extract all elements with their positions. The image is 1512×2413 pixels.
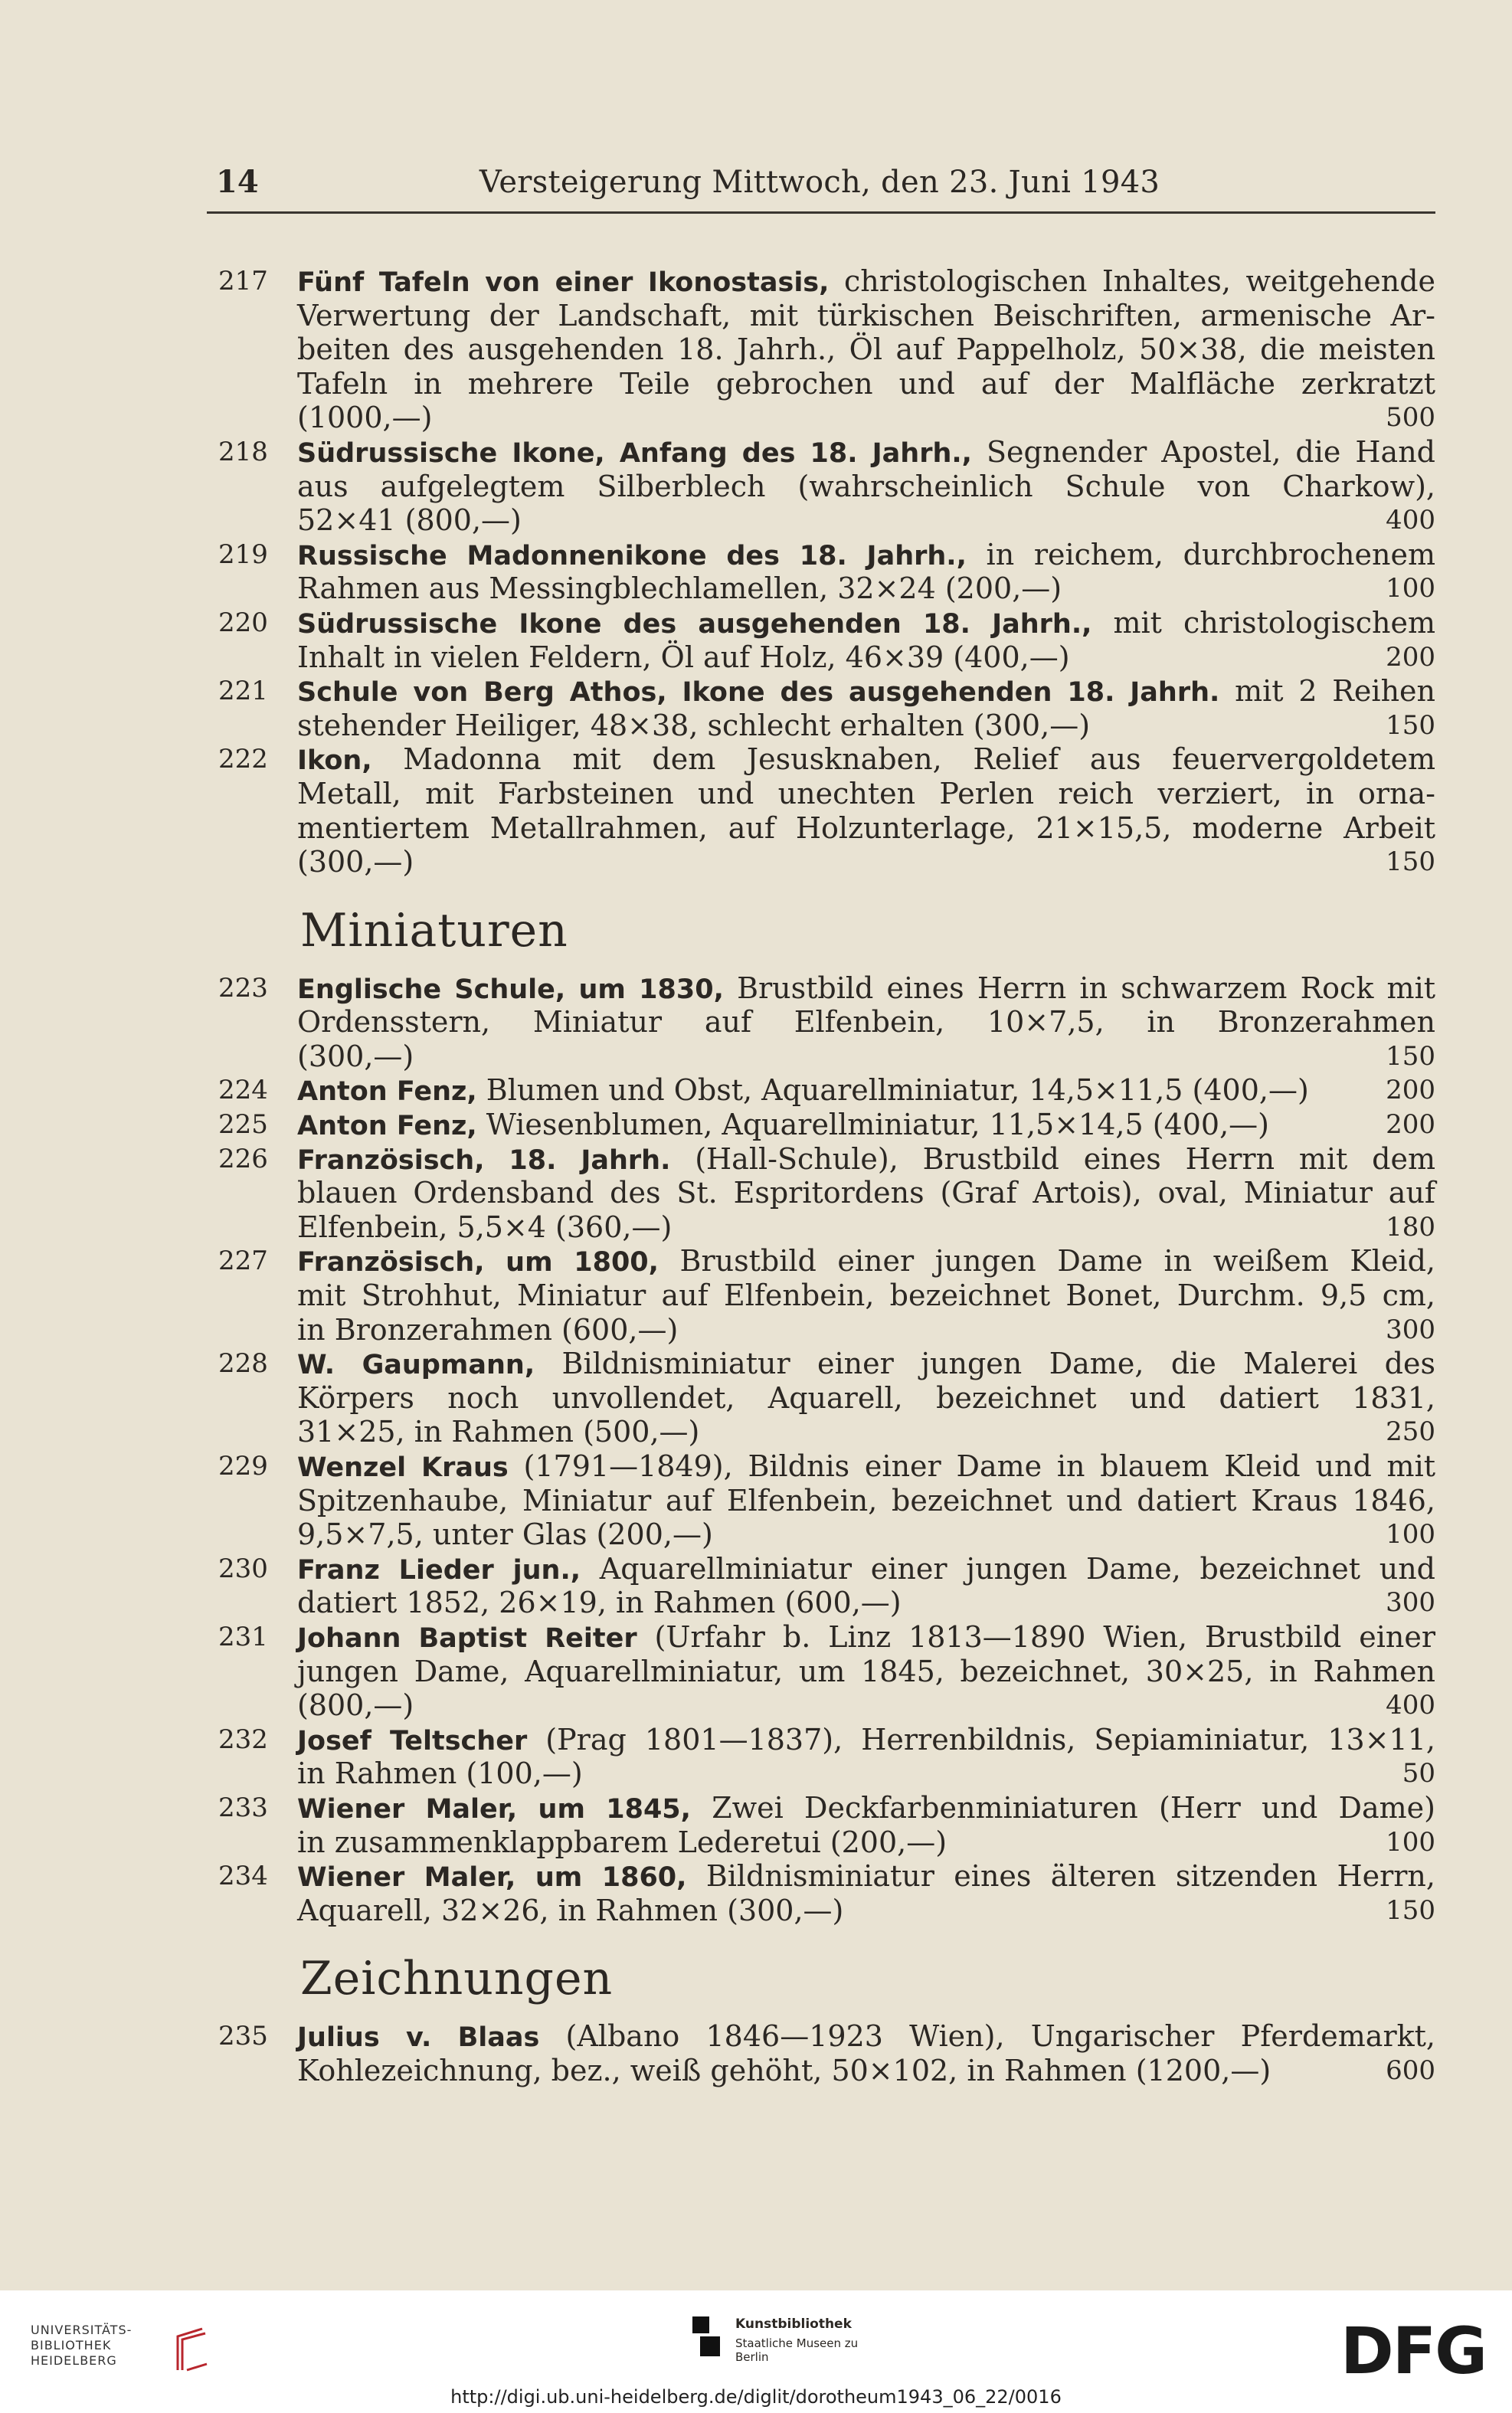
lot-text-line bbox=[297, 1757, 1435, 1791]
lot-number: 219 bbox=[218, 539, 268, 570]
lot-entry bbox=[207, 264, 1435, 435]
uni-logo-text: UNIVERSITÄTS- BIBLIOTHEK HEIDELBERG bbox=[31, 2323, 133, 2368]
lot-title: Wiener Maler, um 1860, bbox=[297, 1862, 687, 1894]
lot-number: 221 bbox=[218, 676, 268, 707]
lot-text-line: Josef Teltscher (Prag 1801—1837), Herrenbildnis, Sepiaminiatur, 13×11, bbox=[297, 1722, 1435, 1757]
lot-price: 150 bbox=[1386, 1894, 1435, 1926]
lot-description: (300,—) bbox=[297, 1039, 414, 1073]
lot-entry bbox=[207, 606, 1435, 674]
lot-number: 220 bbox=[218, 607, 268, 638]
lot-number: 222 bbox=[218, 744, 268, 775]
lot-list-icons bbox=[207, 264, 1435, 879]
lot-price: 200 bbox=[1386, 1109, 1435, 1141]
lot-text-line: mit Strohhut, Miniatur auf Elfenbein, bezeichnet Bonet, Durchm. 9,5 cm, bbox=[297, 1279, 1435, 1313]
lot-text-line: Russische Madonnenikone des 18. Jahrh., in reichem, durchbrochenem bbox=[297, 537, 1435, 571]
dfg-logo[interactable]: DFG bbox=[1340, 2313, 1487, 2388]
lot-entry bbox=[207, 1859, 1435, 1927]
page-header bbox=[207, 159, 1432, 205]
lot-text-line: W. Gaupmann, Bildnisminiatur einer jungen Dame, die Malerei des bbox=[297, 1347, 1435, 1381]
lot-price: 100 bbox=[1386, 573, 1435, 604]
lot-description: Anton Fenz, Wiesenblumen, Aquarellminiatur, 11,5×14,5 (400,—) bbox=[297, 1108, 1269, 1142]
lot-number: 234 bbox=[218, 1861, 268, 1892]
lot-description: Kohlezeichnung, bez., weiß gehöht, 50×102, in Rahmen (1200,—) bbox=[297, 2053, 1271, 2087]
lot-description: datiert 1852, 26×19, in Rahmen (600,—) bbox=[297, 1586, 902, 1620]
lot-price: 180 bbox=[1386, 1211, 1435, 1243]
lot-entry bbox=[207, 1347, 1435, 1449]
lot-title: Wenzel Kraus bbox=[297, 1452, 509, 1483]
lot-text-line bbox=[297, 1586, 1435, 1620]
lot-title: Französisch, um 1800, bbox=[297, 1247, 659, 1279]
lot-text-line: Johann Baptist Reiter (Urfahr b. Linz 1813—1890 Wien, Brustbild einer bbox=[297, 1619, 1435, 1654]
library-emblem-icon bbox=[172, 2326, 210, 2373]
lot-entry bbox=[207, 742, 1435, 879]
lot-text-line: Franz Lieder jun., Aquarellminiatur einer jungen Dame, bezeichnet und bbox=[297, 1551, 1435, 1586]
lot-number: 225 bbox=[218, 1109, 268, 1141]
digitization-footer bbox=[0, 2290, 1512, 2413]
lot-text-line bbox=[297, 1073, 1435, 1108]
lot-price: 100 bbox=[1386, 1519, 1435, 1550]
section-heading-miniaturen: Miniaturen bbox=[300, 903, 568, 958]
lot-entry bbox=[207, 674, 1435, 742]
lot-text-line: Südrussische Ikone, Anfang des 18. Jahrh., Segnender Apostel, die Hand bbox=[297, 434, 1435, 469]
kunstbibliothek-mark-icon bbox=[689, 2313, 723, 2359]
lot-number: 232 bbox=[218, 1724, 268, 1755]
lot-price: 400 bbox=[1386, 505, 1435, 536]
lot-description: in Rahmen (100,—) bbox=[297, 1757, 583, 1791]
lot-entry bbox=[207, 1620, 1435, 1723]
lot-entry bbox=[207, 538, 1435, 606]
lot-entry bbox=[207, 1244, 1435, 1347]
lot-text-line: Englische Schule, um 1830, Brustbild eines Herrn in schwarzem Rock mit bbox=[297, 971, 1435, 1005]
lot-text-line: Französisch, um 1800, Brustbild einer jungen Dame in weißem Kleid, bbox=[297, 1244, 1435, 1279]
lot-entry bbox=[207, 1108, 1435, 1142]
kunstbibliothek-logo[interactable] bbox=[689, 2307, 889, 2369]
lot-number: 226 bbox=[218, 1143, 268, 1174]
lot-text-line: Wiener Maler, um 1860, Bildnisminiatur eines älteren sitzenden Herrn, bbox=[297, 1859, 1435, 1894]
lot-entry bbox=[207, 1552, 1435, 1620]
lot-entry bbox=[207, 1449, 1435, 1552]
lot-text-line: mentiertem Metallrahmen, auf Holzunterlage, 21×15,5, moderne Arbeit bbox=[297, 810, 1435, 845]
lot-title: Französisch, 18. Jahrh. bbox=[297, 1144, 671, 1176]
lot-text-line bbox=[297, 1040, 1435, 1074]
catalogue-body bbox=[207, 264, 1435, 2088]
lot-number: 218 bbox=[218, 436, 268, 467]
lot-title: Südrussische Ikone, Anfang des 18. Jahrh., bbox=[297, 437, 972, 469]
kb-name: Kunstbibliothek bbox=[735, 2316, 852, 2332]
lot-description: Rahmen aus Messingblechlamellen, 32×24 (200,—) bbox=[297, 571, 1062, 606]
lot-price: 150 bbox=[1386, 1040, 1435, 1072]
running-head: Versteigerung Mittwoch, den 23. Juni 1943 bbox=[479, 165, 1160, 200]
lot-price: 150 bbox=[1386, 846, 1435, 878]
lot-number: 217 bbox=[218, 266, 268, 296]
lot-price: 300 bbox=[1386, 1314, 1435, 1345]
lot-description: Inhalt in vielen Feldern, Öl auf Holz, 46×39 (400,—) bbox=[297, 640, 1070, 674]
lot-number: 233 bbox=[218, 1792, 268, 1823]
lot-price: 200 bbox=[1386, 1075, 1435, 1106]
lot-text-line bbox=[297, 1313, 1435, 1347]
lot-text-line bbox=[297, 1688, 1435, 1723]
lot-text-line: Julius v. Blaas (Albano 1846—1923 Wien), Ungarischer Pferdemarkt, bbox=[297, 2019, 1435, 2054]
lot-price: 400 bbox=[1386, 1690, 1435, 1721]
lot-entry bbox=[207, 971, 1435, 1074]
lot-text-line bbox=[297, 401, 1435, 435]
lot-entry bbox=[207, 1723, 1435, 1791]
lot-title: Englische Schule, um 1830, bbox=[297, 974, 724, 1005]
lot-title: Südrussische Ikone des ausgehenden 18. Jahrh., bbox=[297, 608, 1092, 640]
lot-text-line: Ordensstern, Miniatur auf Elfenbein, 10×7,5, in Bronzerahmen bbox=[297, 1005, 1435, 1040]
lot-description: 31×25, in Rahmen (500,—) bbox=[297, 1415, 700, 1449]
lot-text-line: aus aufgelegtem Silberblech (wahrscheinlich Schule von Charkow), bbox=[297, 469, 1435, 503]
lot-number: 227 bbox=[218, 1246, 268, 1277]
lot-title: Anton Fenz, bbox=[297, 1111, 477, 1142]
lot-title: Josef Teltscher bbox=[297, 1725, 528, 1757]
lot-number: 228 bbox=[218, 1348, 268, 1380]
lot-number: 224 bbox=[218, 1075, 268, 1106]
lot-description: (1000,—) bbox=[297, 401, 433, 435]
lot-description: 9,5×7,5, unter Glas (200,—) bbox=[297, 1518, 713, 1552]
lot-text-line bbox=[297, 845, 1435, 879]
lot-text-line bbox=[297, 709, 1435, 743]
lot-price: 200 bbox=[1386, 641, 1435, 673]
lot-price: 500 bbox=[1386, 402, 1435, 434]
lot-description: (800,—) bbox=[297, 1688, 414, 1723]
lot-number: 235 bbox=[218, 2021, 268, 2052]
lot-text-line bbox=[297, 1415, 1435, 1449]
lot-title: Wiener Maler, um 1845, bbox=[297, 1793, 691, 1825]
lot-title: Russische Madonnenikone des 18. Jahrh., bbox=[297, 540, 967, 571]
lot-description: stehender Heiliger, 48×38, schlecht erhalten (300,—) bbox=[297, 708, 1091, 742]
lot-price: 600 bbox=[1386, 2054, 1435, 2086]
lot-text-line: jungen Dame, Aquarellminiatur, um 1845, bezeichnet, 30×25, in Rahmen bbox=[297, 1654, 1435, 1688]
lot-title: W. Gaupmann, bbox=[297, 1350, 535, 1381]
lot-text-line: Wenzel Kraus (1791—1849), Bildnis einer Dame in blauem Kleid und mit bbox=[297, 1449, 1435, 1483]
lot-text-line bbox=[297, 1108, 1435, 1142]
lot-description: Aquarell, 32×26, in Rahmen (300,—) bbox=[297, 1893, 844, 1927]
lot-price: 100 bbox=[1386, 1826, 1435, 1858]
lot-text-line: Spitzenhaube, Miniatur auf Elfenbein, bezeichnet und datiert Kraus 1846, bbox=[297, 1483, 1435, 1518]
lot-text-line: Körpers noch unvollendet, Aquarell, bezeichnet und datiert 1831, bbox=[297, 1380, 1435, 1415]
lot-entry bbox=[207, 2019, 1435, 2087]
lot-title: Ikon, bbox=[297, 745, 372, 777]
lot-text-line: Tafeln in mehrere Teile gebrochen und auf der Malfläche zerkratzt bbox=[297, 366, 1435, 401]
lot-price: 50 bbox=[1402, 1758, 1435, 1789]
lot-title: Franz Lieder jun., bbox=[297, 1554, 581, 1586]
lot-price: 150 bbox=[1386, 709, 1435, 741]
lot-title: Julius v. Blaas bbox=[297, 2022, 540, 2054]
header-rule bbox=[207, 211, 1435, 214]
lot-text-line: Französisch, 18. Jahrh. (Hall-Schule), Brustbild eines Herrn mit dem bbox=[297, 1141, 1435, 1176]
lot-text-line bbox=[297, 503, 1435, 538]
lot-title: Schule von Berg Athos, Ikone des ausgehenden 18. Jahrh. bbox=[297, 677, 1220, 709]
lot-text-line: Wiener Maler, um 1845, Zwei Deckfarbenminiaturen (Herr und Dame) bbox=[297, 1790, 1435, 1825]
lot-text-line bbox=[297, 2054, 1435, 2088]
lot-text-line bbox=[297, 640, 1435, 675]
page-number: 14 bbox=[216, 164, 259, 200]
lot-text-line: Schule von Berg Athos, Ikone des ausgehenden 18. Jahrh. mit 2 Reihen bbox=[297, 674, 1435, 709]
kb-subtitle: Staatliche Museen zu Berlin bbox=[735, 2336, 859, 2364]
lot-number: 230 bbox=[218, 1553, 268, 1584]
lot-text-line: Fünf Tafeln von einer Ikonostasis, christologischen Inhaltes, weitgehende bbox=[297, 264, 1436, 298]
lot-text-line bbox=[297, 1894, 1435, 1928]
lot-entry bbox=[207, 1142, 1435, 1245]
lot-text-line: blauen Ordensband des St. Espritordens (Graf Artois), oval, Miniatur auf bbox=[297, 1176, 1435, 1210]
lot-text-line: beiten des ausgehenden 18. Jahrh., Öl auf Pappelholz, 50×38, die meisten bbox=[297, 332, 1435, 367]
lot-entry bbox=[207, 1073, 1435, 1108]
lot-title: Fünf Tafeln von einer Ikonostasis, bbox=[297, 267, 830, 298]
lot-text-line bbox=[297, 1210, 1435, 1245]
lot-text-line: Verwertung der Landschaft, mit türkischen Beischriften, armenische Ar- bbox=[297, 298, 1435, 332]
lot-text-line bbox=[297, 1825, 1435, 1860]
lot-text-line: Südrussische Ikone des ausgehenden 18. Jahrh., mit christologischem bbox=[297, 605, 1435, 640]
lot-description: in zusammenklappbarem Lederetui (200,—) bbox=[297, 1825, 947, 1859]
lot-description: Elfenbein, 5,5×4 (360,—) bbox=[297, 1210, 673, 1244]
lot-description: in Bronzerahmen (600,—) bbox=[297, 1312, 679, 1347]
lot-description: 52×41 (800,—) bbox=[297, 503, 522, 538]
lot-number: 223 bbox=[218, 972, 268, 1004]
lot-number: 229 bbox=[218, 1451, 268, 1482]
heidelberg-library-logo[interactable] bbox=[31, 2323, 207, 2384]
lot-price: 300 bbox=[1386, 1587, 1435, 1619]
lot-text-line: Metall, mit Farbsteinen und unechten Perlen reich verziert, in orna- bbox=[297, 776, 1435, 810]
lot-text-line bbox=[297, 571, 1435, 606]
lot-description: (300,—) bbox=[297, 845, 414, 879]
lot-entry bbox=[207, 1791, 1435, 1859]
section-heading-zeichnungen: Zeichnungen bbox=[300, 1952, 614, 2006]
lot-title: Anton Fenz, bbox=[297, 1076, 477, 1108]
lot-description: Anton Fenz, Blumen und Obst, Aquarellminiatur, 14,5×11,5 (400,—) bbox=[297, 1073, 1309, 1108]
source-url[interactable]: http://digi.ub.uni-heidelberg.de/diglit/dorotheum1943_06_22/0016 bbox=[450, 2386, 1062, 2408]
lot-text-line: Ikon, Madonna mit dem Jesusknaben, Relief aus feuervergoldetem bbox=[297, 742, 1435, 777]
lot-text-line bbox=[297, 1518, 1435, 1552]
lot-list-zeichnungen bbox=[207, 2019, 1435, 2087]
lot-price: 250 bbox=[1386, 1416, 1435, 1448]
lot-entry bbox=[207, 435, 1435, 538]
lot-number: 231 bbox=[218, 1621, 268, 1652]
lot-title: Johann Baptist Reiter bbox=[297, 1622, 637, 1654]
lot-list-miniaturen bbox=[207, 971, 1435, 1928]
